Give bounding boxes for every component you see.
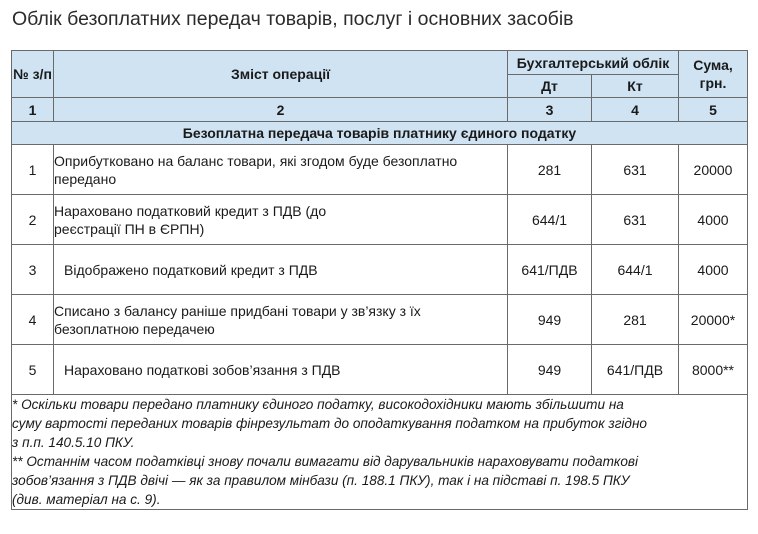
- column-number-3: 3: [508, 98, 592, 122]
- amount: 8000**: [679, 345, 748, 395]
- header-debit: Дт: [508, 75, 592, 98]
- credit-account: 631: [592, 195, 679, 245]
- footnotes: [12, 395, 748, 510]
- ledger-table: [11, 50, 748, 510]
- column-number-5: 5: [679, 98, 748, 122]
- row-number: 1: [12, 145, 54, 195]
- column-number-4: 4: [592, 98, 679, 122]
- row-number: 3: [12, 245, 54, 295]
- debit-account: 949: [508, 345, 592, 395]
- row-number: 4: [12, 295, 54, 345]
- debit-account: 644/1: [508, 195, 592, 245]
- header-credit: Кт: [592, 75, 679, 98]
- credit-account: 281: [592, 295, 679, 345]
- section-title: Безоплатна передача товарів платнику єдиного податку: [12, 122, 748, 145]
- table-row: [12, 345, 748, 395]
- footnote-line: з п.п. 140.5.10 ПКУ.: [12, 435, 135, 450]
- header-content: Зміст операції: [54, 51, 508, 98]
- credit-account: 644/1: [592, 245, 679, 295]
- row-number: 5: [12, 345, 54, 395]
- debit-account: 949: [508, 295, 592, 345]
- table-row: [12, 245, 748, 295]
- amount: 20000: [679, 145, 748, 195]
- operation-content: Списано з балансу раніше придбані товари у зв’язку з їх безоплатною передачею: [54, 295, 508, 345]
- header-accounting: Бухгалтерський облік: [508, 51, 679, 75]
- operation-content: Відображено податковий кредит з ПДВ: [54, 245, 508, 295]
- operation-content: Нараховано податковий кредит з ПДВ (до реєстрації ПН в ЄРПН): [54, 195, 508, 245]
- page-title: Облік безоплатних передач товарів, послуг і основних засобів: [12, 8, 574, 30]
- credit-account: 641/ПДВ: [592, 345, 679, 395]
- row-number: 2: [12, 195, 54, 245]
- footnote-line: * Оскільки товари передано платнику єдиного податку, високодохідники мають збільшити на: [12, 397, 624, 412]
- amount: 4000: [679, 245, 748, 295]
- header-sum: Сума, грн.: [679, 51, 748, 98]
- credit-account: 631: [592, 145, 679, 195]
- debit-account: 641/ПДВ: [508, 245, 592, 295]
- operation-content: Нараховано податкові зобов’язання з ПДВ: [54, 345, 508, 395]
- footnote-line: (див. матеріал на с. 9).: [12, 492, 161, 507]
- amount: 4000: [679, 195, 748, 245]
- footnote-line: ** Останнім часом податківці знову почали вимагати від дарувальників нараховувати податкові: [12, 454, 639, 469]
- table-row: [12, 145, 748, 195]
- amount: 20000*: [679, 295, 748, 345]
- debit-account: 281: [508, 145, 592, 195]
- table-row: [12, 195, 748, 245]
- footnote-line: зобов’язання з ПДВ двічі — як за правилом мінбази (п. 188.1 ПКУ), так і на підставі п. 198.5 ПКУ: [12, 473, 630, 488]
- table-row: [12, 295, 748, 345]
- header-no: № з/п: [12, 51, 54, 98]
- operation-content: Оприбутковано на баланс товари, які згодом буде безоплатно передано: [54, 145, 508, 195]
- column-number-2: 2: [54, 98, 508, 122]
- footnote-line: суму вартості переданих товарів фінрезультат до оподаткування податком на прибуток згідно: [12, 416, 647, 431]
- column-number-1: 1: [12, 98, 54, 122]
